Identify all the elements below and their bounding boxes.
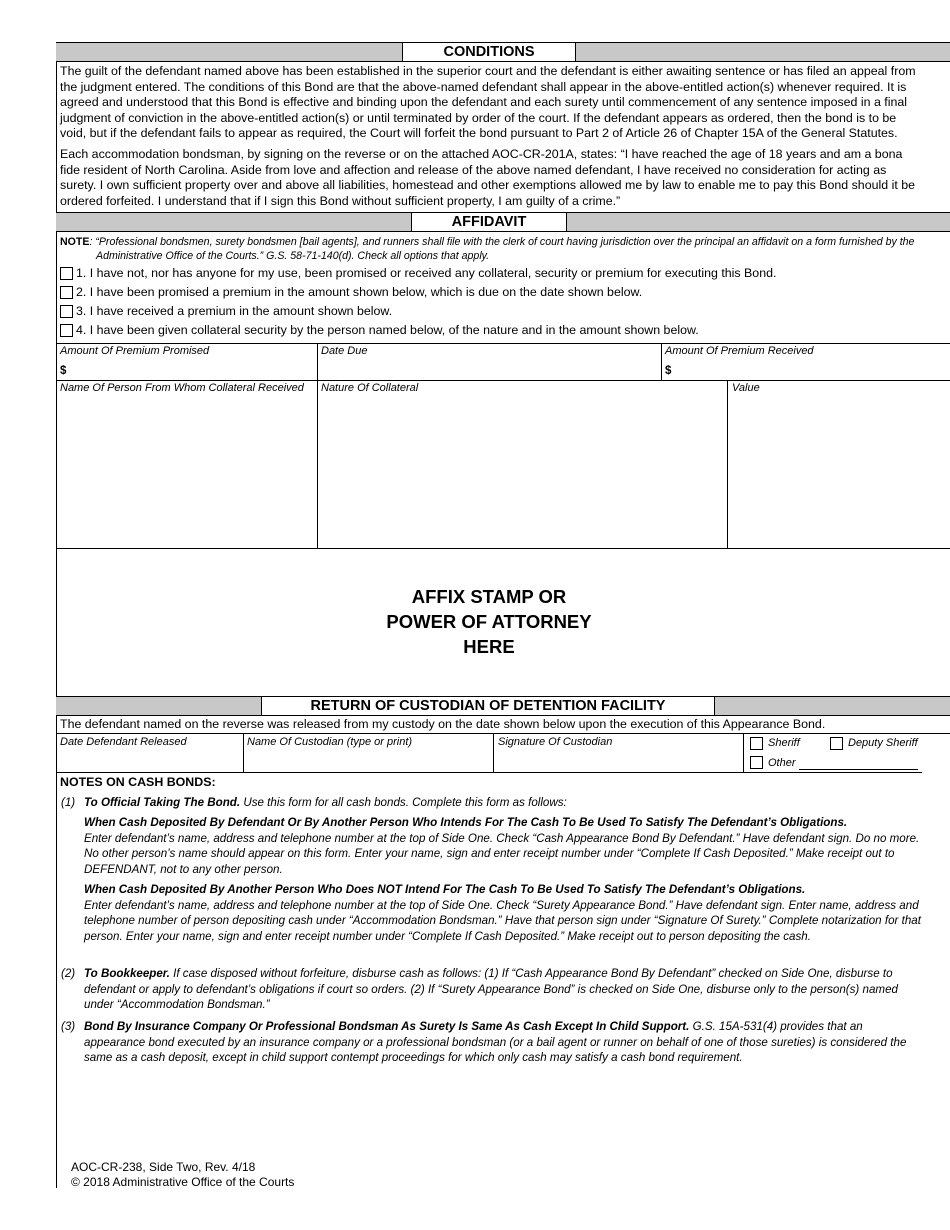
note-text: : “Professional bondsmen, surety bondsmen [bail agents], and runners shall file with the clerk of court having jurisdiction over the principal an affidavit on a form furnished by the Administrative Office of the Courts.” G.S. 58-71-140(d). Check all options that apply. xyxy=(89,236,915,262)
custodian-statement: The defendant named on the reverse was released from my custody on the date shown below upon the execution of this Appearance Bond. xyxy=(60,717,826,731)
option-4-label: 4. I have been given collateral security by the person named below, of the nature and in the amount shown below. xyxy=(76,323,699,337)
footer-copyright: © 2018 Administrative Office of the Courts xyxy=(71,1175,295,1189)
custodian-divider-1 xyxy=(243,733,244,773)
sub-2-text: Enter defendant’s name, address and telephone number at the top of Side One. Check “Surety Appearance Bond.” Have defendant sign. Enter name, address and telephone number of person depositing cash under “Accommodation Bondsman.” Have that person sign under “Signature Of Surety.” Complete notarization for that person. Enter your name, sign and enter receipt number under “Complete If Cash Deposited.” Make receipt out to person depositing the cash. xyxy=(84,898,921,943)
option-4-checkbox[interactable] xyxy=(60,324,73,337)
note-1-heading: To Official Taking The Bond. xyxy=(84,796,241,809)
affidavit-header-bar xyxy=(56,212,950,232)
date-released-input[interactable] xyxy=(60,752,240,770)
note-2-number: (2) xyxy=(61,967,76,980)
note-1-sub-2 xyxy=(84,882,924,944)
custodian-signature-input[interactable] xyxy=(498,752,740,770)
affidavit-note xyxy=(60,235,938,263)
conditions-title: CONDITIONS xyxy=(402,42,576,62)
note-3-number: (3) xyxy=(61,1020,76,1033)
note-2 xyxy=(84,966,924,1013)
option-3-label: 3. I have received a premium in the amount shown below. xyxy=(76,304,393,318)
note-1-sub-1 xyxy=(84,815,924,877)
custodian-title: RETURN OF CUSTODIAN OF DETENTION FACILITY xyxy=(261,696,715,716)
collateral-value-label: Value xyxy=(732,382,760,394)
affidavit-title: AFFIDAVIT xyxy=(411,212,567,232)
premium-promised-dollar: $ xyxy=(60,365,67,377)
premium-table-mid-border xyxy=(56,380,950,381)
other-checkbox[interactable] xyxy=(750,756,763,769)
collateral-nature-label: Nature Of Collateral xyxy=(321,382,419,394)
note-3-heading: Bond By Insurance Company Or Professional Bondsman As Surety Is Same As Cash Except In Child Support. xyxy=(84,1020,690,1033)
collateral-person-label: Name Of Person From Whom Collateral Received xyxy=(60,382,304,394)
sub-1-heading: When Cash Deposited By Defendant Or By Another Person Who Intends For The Cash To Be Used To Satisfy The Defendant’s Obligations. xyxy=(84,816,848,829)
premium-received-label: Amount Of Premium Received xyxy=(665,345,814,357)
sheriff-checkbox[interactable] xyxy=(750,737,763,750)
affidavit-option-4[interactable] xyxy=(60,323,699,338)
custodian-divider-2 xyxy=(493,733,494,773)
collateral-value-input[interactable] xyxy=(732,398,944,546)
custodian-table-top-border xyxy=(56,733,950,734)
other-input-line[interactable] xyxy=(799,769,918,770)
custodian-name-input[interactable] xyxy=(247,752,489,770)
premium-received-dollar: $ xyxy=(665,365,672,377)
custodian-name-label: Name Of Custodian (type or print) xyxy=(247,736,413,748)
affidavit-option-3[interactable] xyxy=(60,304,392,319)
stamp-line-1: AFFIX STAMP OR xyxy=(411,586,567,607)
conditions-paragraph-1: The guilt of the defendant named above has been established in the superior court and the defendant is either awaiting sentence or has filed an appeal from the judgment entered. The conditions of this Bond are that the above-named defendant shall appear in the above-entitled action(s) whenever required. It is agreed and understood that this Bond is effective and binding upon the defendant and each surety until commencement of any sentence imposed in a final judgment of conviction in the above-entitled action(s) or until terminated by order of the court. If the defendant appears as ordered, then the bond is to be void, but if the defendant fails to appear as required, the Court will forfeit the bond pursuant to Part 2 of Article 26 of Chapter 15A of the General Statutes. xyxy=(60,64,916,141)
note-1-text: Use this form for all cash bonds. Complete this form as follows: xyxy=(240,796,567,809)
premium-received-input[interactable] xyxy=(675,360,945,379)
date-released-label: Date Defendant Released xyxy=(60,736,187,748)
sheriff-label: Sheriff xyxy=(768,737,800,749)
collateral-nature-input[interactable] xyxy=(321,398,723,546)
date-due-label: Date Due xyxy=(321,345,368,357)
stamp-line-3: HERE xyxy=(463,636,515,657)
note-3 xyxy=(84,1019,924,1066)
option-2-checkbox[interactable] xyxy=(60,286,73,299)
sub-2-heading: When Cash Deposited By Another Person Who Does NOT Intend For The Cash To Be Used To Satisfy The Defendant’s Obligations. xyxy=(84,883,806,896)
stamp-line-2: POWER OF ATTORNEY xyxy=(386,611,592,632)
conditions-paragraph-2: Each accommodation bondsman, by signing on the reverse or on the attached AOC-CR-201A, states: “I have reached the age of 18 years and am a bona fide resident of North Carolina. Aside from love and affection and release of the above named defendant, I have received no consideration for acting as surety. I own sufficient property over and above all liabilities, homestead and other exemptions allowed me by law to enable me to pay this Bond should it be ordered forfeited. I understand that if I sign this Bond without sufficient property, I am guilty of a crime.” xyxy=(60,147,915,208)
option-1-label: 1. I have not, nor has anyone for my use, been promised or received any collateral, security or premium for executing this Bond. xyxy=(76,266,777,280)
deputy-sheriff-label: Deputy Sheriff xyxy=(848,737,918,749)
note-1-number: (1) xyxy=(61,796,76,809)
other-label: Other xyxy=(768,757,796,769)
collateral-table-bottom-border xyxy=(56,548,950,549)
sub-1-text: Enter defendant’s name, address and telephone number at the top of Side One. Check “Cash Appearance Bond By Defendant.” Have defendant sign. Do no more. No other person’s name should appear on this form. Enter your name, sign and enter receipt number under “Complete If Cash Deposited.” Make receipt out to DEFENDANT, not to any other person. xyxy=(84,831,920,876)
note-2-text: If case disposed without forfeiture, disburse cash as follows: (1) If “Cash Appearance Bond By Defendant” checked on Side One, disburse to defendant or apply to defendant’s obligations if court so orders. (2) If “Surety Appearance Bond” is checked on Side One, disburse only to the person(s) named under “Accommodation Bondsman.” xyxy=(84,967,898,1012)
option-1-checkbox[interactable] xyxy=(60,267,73,280)
note-label: NOTE xyxy=(60,236,90,248)
date-due-input[interactable] xyxy=(321,360,657,379)
premium-table-divider-2 xyxy=(661,343,662,381)
custodian-divider-3 xyxy=(743,733,744,773)
option-2-label: 2. I have been promised a premium in the amount shown below, which is due on the date shown below. xyxy=(76,285,643,299)
note-1 xyxy=(84,795,924,811)
note-3-text: G.S. 15A-531(4) provides that an appearance bond executed by an insurance company or a professional bondsman (or a bail agent or runner on behalf of one of those sureties) is considered the same as a cash deposit, except in child support contempt proceedings for which only cash may satisfy a cash bond requirement. xyxy=(84,1020,907,1065)
custodian-table-bottom-border xyxy=(56,772,922,773)
premium-table-divider-1 xyxy=(317,343,318,548)
affidavit-option-1[interactable] xyxy=(60,266,776,281)
premium-promised-input[interactable] xyxy=(70,360,314,379)
notes-title: NOTES ON CASH BONDS: xyxy=(60,775,216,789)
option-3-checkbox[interactable] xyxy=(60,305,73,318)
premium-promised-label: Amount Of Premium Promised xyxy=(60,345,210,357)
collateral-table-divider xyxy=(727,380,728,548)
conditions-header-bar xyxy=(56,42,950,62)
collateral-person-input[interactable] xyxy=(60,398,314,546)
note-2-heading: To Bookkeeper. xyxy=(84,967,170,980)
custodian-header-bar xyxy=(56,696,950,716)
footer-form-id: AOC-CR-238, Side Two, Rev. 4/18 xyxy=(71,1160,256,1174)
affidavit-option-2[interactable] xyxy=(60,285,642,300)
custodian-signature-label: Signature Of Custodian xyxy=(498,736,613,748)
premium-table-top-border xyxy=(56,343,950,344)
stamp-area xyxy=(56,584,922,659)
deputy-sheriff-checkbox[interactable] xyxy=(830,737,843,750)
